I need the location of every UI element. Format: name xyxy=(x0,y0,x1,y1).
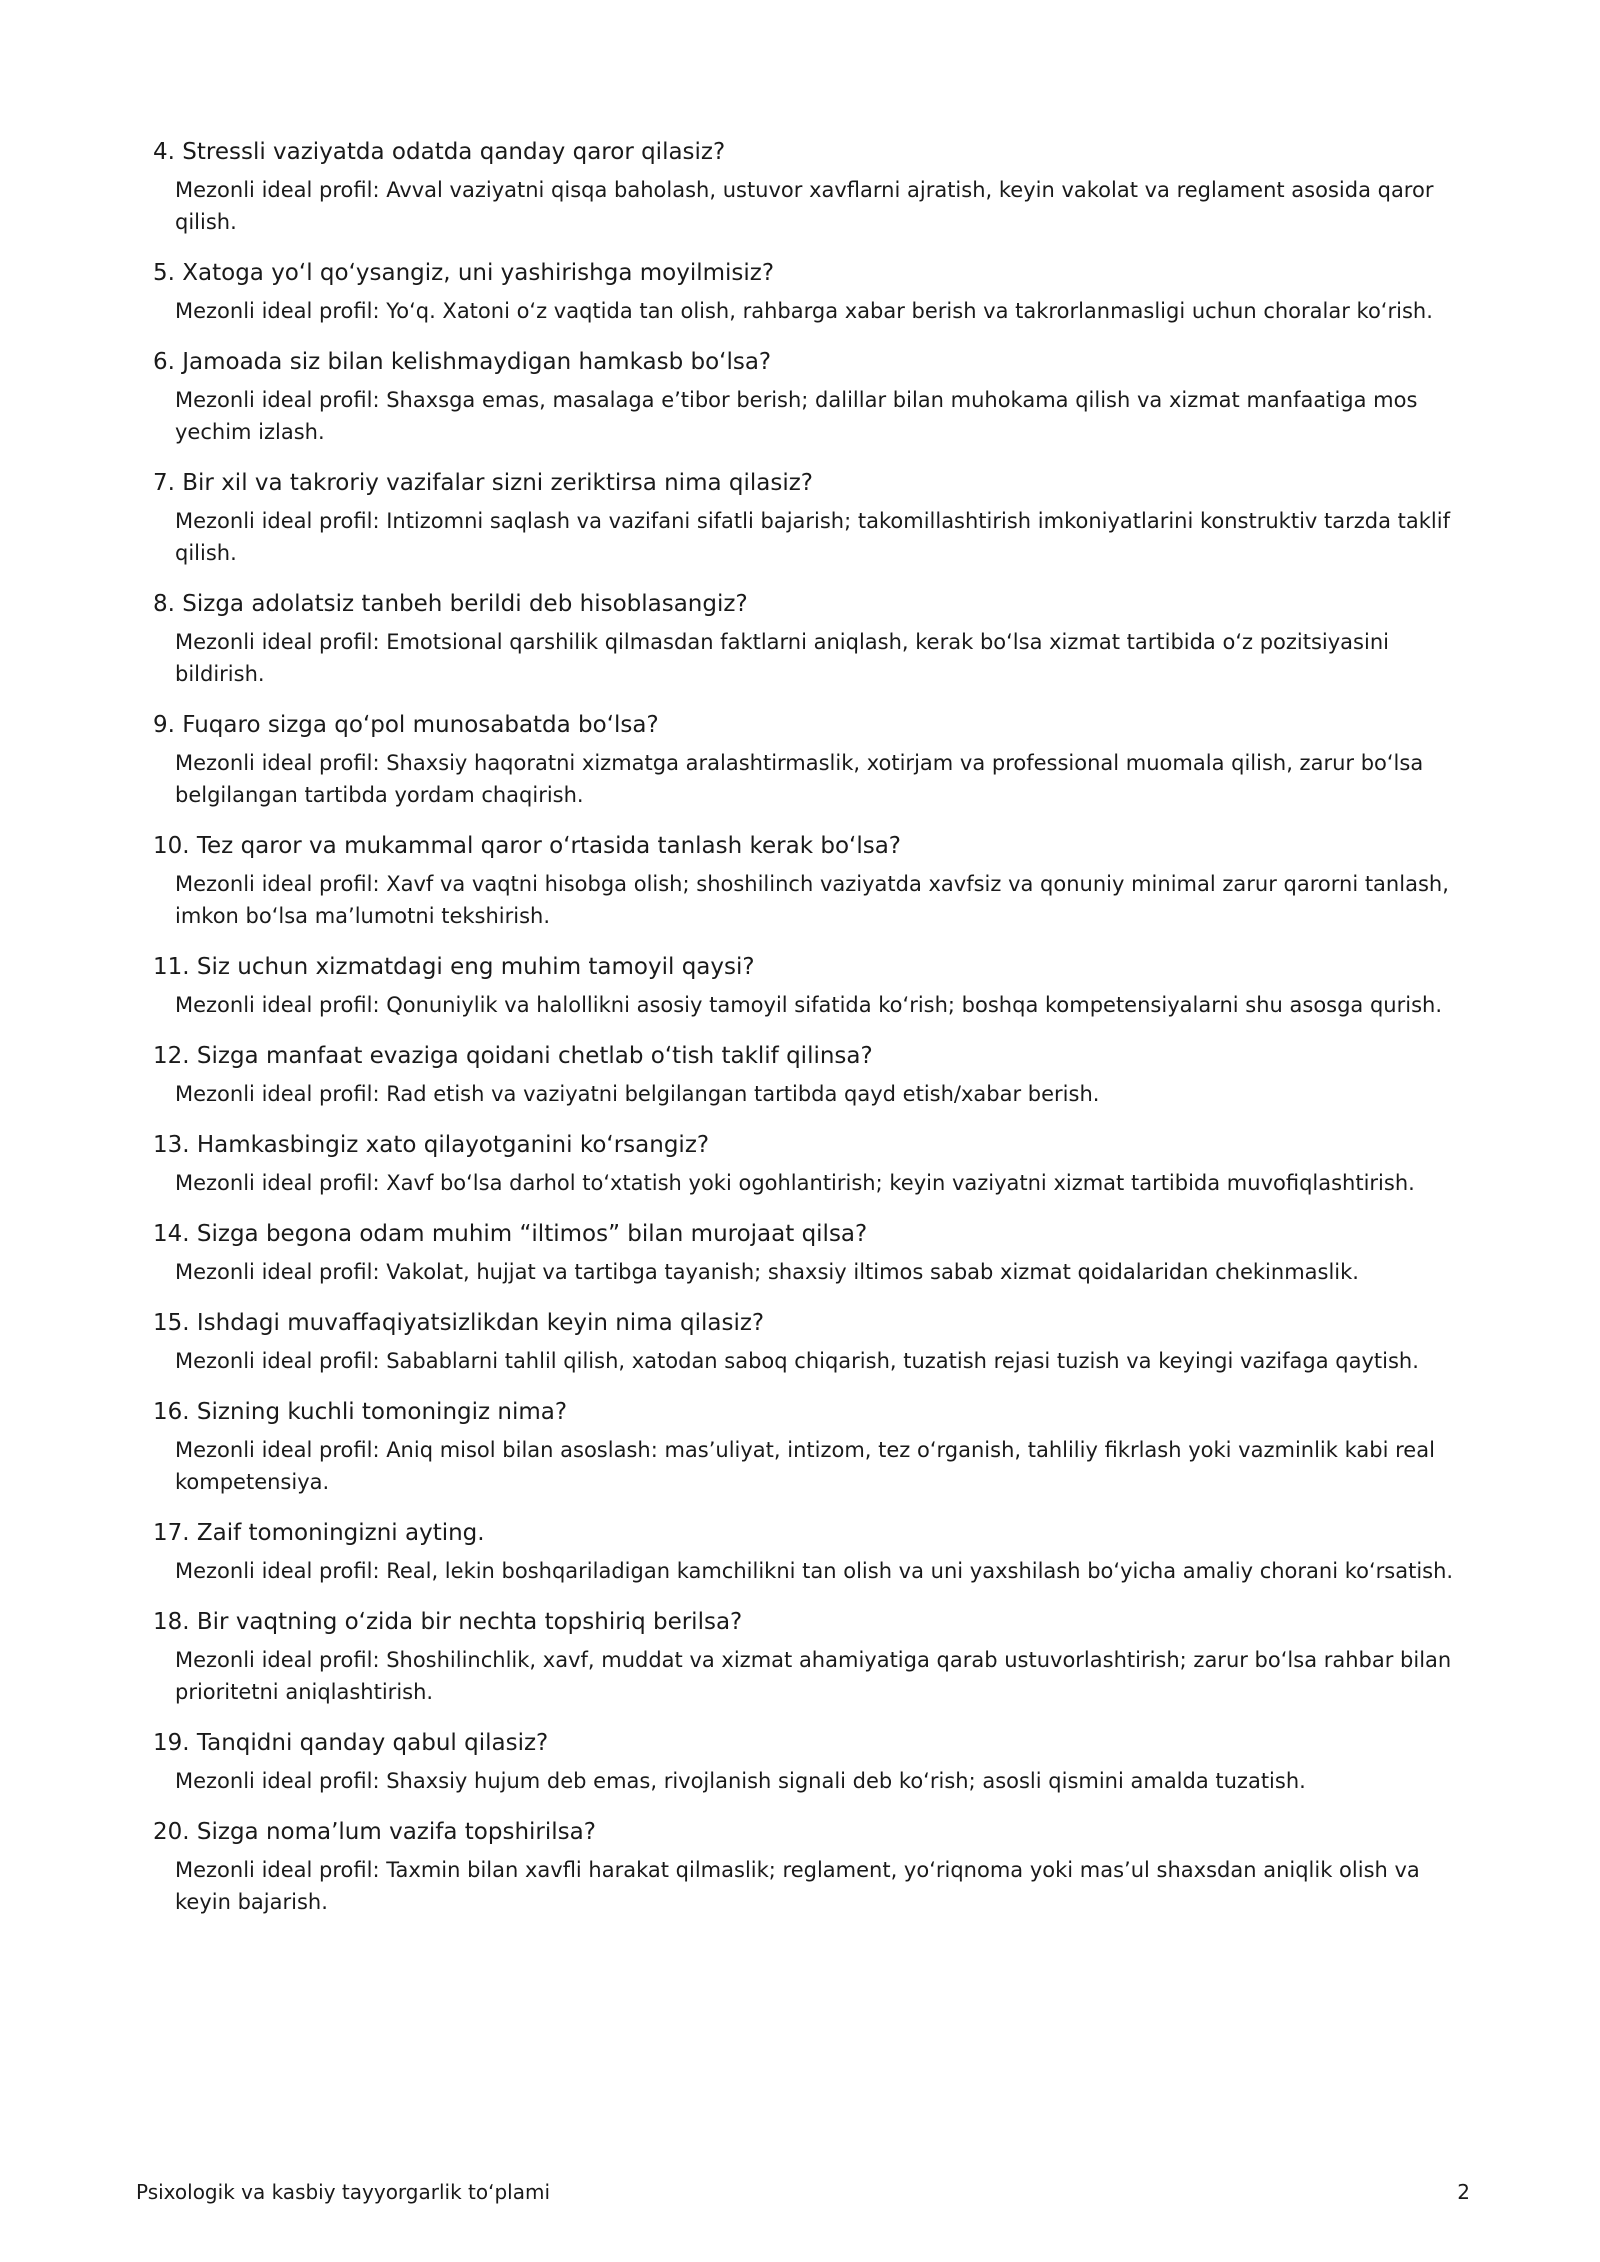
question-text: 12. Sizga manfaat evaziga qoidani chetlab oʻtish taklif qilinsa? xyxy=(153,1043,873,1069)
question-text: 20. Sizga nomaʼlum vazifa topshirilsa? xyxy=(153,1819,596,1845)
question-item xyxy=(153,588,1463,690)
question-list xyxy=(153,136,1463,1937)
question-item xyxy=(153,1727,1463,1797)
question-text: 8. Sizga adolatsiz tanbeh berildi deb hisoblasangiz? xyxy=(153,591,748,617)
question-item xyxy=(153,1816,1463,1918)
ideal-profile-answer: Mezonli ideal profil: Shaxsga emas, masalaga e’tibor berish; dalillar bilan muhokama qilish va xizmat manfaatiga mos yechim izlash. xyxy=(175,388,1418,444)
question-item xyxy=(153,830,1463,932)
ideal-profile-answer: Mezonli ideal profil: Emotsional qarshilik qilmasdan faktlarni aniqlash, kerak boʻlsa xizmat tartibida oʻz pozitsiyasini bildirish. xyxy=(175,630,1389,686)
ideal-profile-answer: Mezonli ideal profil: Avval vaziyatni qisqa baholash, ustuvor xavflarni ajratish, keyin vakolat va reglament asosida qaror qilish. xyxy=(175,178,1434,234)
question-text: 15. Ishdagi muvaffaqiyatsizlikdan keyin nima qilasiz? xyxy=(153,1310,765,1336)
question-item xyxy=(153,951,1463,1021)
question-item xyxy=(153,467,1463,569)
question-text: 18. Bir vaqtning oʻzida bir nechta topshiriq berilsa? xyxy=(153,1609,743,1635)
ideal-profile-answer: Mezonli ideal profil: Sabablarni tahlil qilish, xatodan saboq chiqarish, tuzatish rejasi tuzish va keyingi vazifaga qaytish. xyxy=(175,1349,1419,1373)
question-item xyxy=(153,257,1463,327)
ideal-profile-answer: Mezonli ideal profil: Shoshilinchlik, xavf, muddat va xizmat ahamiyatiga qarab ustuvorlashtirish; zarur boʻlsa rahbar bilan prioritetni aniqlashtirish. xyxy=(175,1648,1452,1704)
question-text: 5. Xatoga yoʻl qoʻysangiz, uni yashirishga moyilmisiz? xyxy=(153,260,775,286)
question-text: 17. Zaif tomoningizni ayting. xyxy=(153,1520,485,1546)
ideal-profile-answer: Mezonli ideal profil: Rad etish va vaziyatni belgilangan tartibda qayd etish/xabar berish. xyxy=(175,1082,1100,1106)
question-text: 10. Tez qaror va mukammal qaror oʻrtasida tanlash kerak boʻlsa? xyxy=(153,833,902,859)
question-text: 7. Bir xil va takroriy vazifalar sizni zeriktirsa nima qilasiz? xyxy=(153,470,814,496)
question-item xyxy=(153,1307,1463,1377)
question-text: 9. Fuqaro sizga qoʻpol munosabatda boʻlsa? xyxy=(153,712,659,738)
ideal-profile-answer: Mezonli ideal profil: Yoʻq. Xatoni oʻz vaqtida tan olish, rahbarga xabar berish va takrorlanmasligi uchun choralar koʻrish. xyxy=(175,299,1433,323)
page-number: 2 xyxy=(1457,2180,1470,2204)
question-item xyxy=(153,1040,1463,1110)
question-text: 14. Sizga begona odam muhim “iltimos” bilan murojaat qilsa? xyxy=(153,1221,868,1247)
question-text: 11. Siz uchun xizmatdagi eng muhim tamoyil qaysi? xyxy=(153,954,755,980)
question-text: 13. Hamkasbingiz xato qilayotganini koʻrsangiz? xyxy=(153,1132,710,1158)
question-text: 4. Stressli vaziyatda odatda qanday qaror qilasiz? xyxy=(153,139,726,165)
ideal-profile-answer: Mezonli ideal profil: Xavf boʻlsa darhol toʻxtatish yoki ogohlantirish; keyin vaziyatni xizmat tartibida muvofiqlashtirish. xyxy=(175,1171,1415,1195)
ideal-profile-answer: Mezonli ideal profil: Qonuniylik va halollikni asosiy tamoyil sifatida koʻrish; boshqa kompetensiyalarni shu asosga qurish. xyxy=(175,993,1443,1017)
question-text: 16. Sizning kuchli tomoningiz nima? xyxy=(153,1399,568,1425)
question-item xyxy=(153,346,1463,448)
ideal-profile-answer: Mezonli ideal profil: Xavf va vaqtni hisobga olish; shoshilinch vaziyatda xavfsiz va qonuniy minimal zarur qarorni tanlash, imkon boʻlsa ma’lumotni tekshirish. xyxy=(175,872,1449,928)
page-footer xyxy=(136,2178,1470,2206)
ideal-profile-answer: Mezonli ideal profil: Real, lekin boshqariladigan kamchilikni tan olish va uni yaxshilash boʻyicha amaliy chorani koʻrsatish. xyxy=(175,1559,1454,1583)
question-item xyxy=(153,136,1463,238)
footer-title: Psixologik va kasbiy tayyorgarlik toʻplami xyxy=(136,2180,551,2204)
ideal-profile-answer: Mezonli ideal profil: Shaxsiy haqoratni xizmatga aralashtirmaslik, xotirjam va professional muomala qilish, zarur boʻlsa belgilangan tartibda yordam chaqirish. xyxy=(175,751,1424,807)
question-item xyxy=(153,1218,1463,1288)
question-item xyxy=(153,1129,1463,1199)
ideal-profile-answer: Mezonli ideal profil: Intizomni saqlash va vazifani sifatli bajarish; takomillashtirish imkoniyatlarini konstruktiv tarzda taklif qilish. xyxy=(175,509,1450,565)
ideal-profile-answer: Mezonli ideal profil: Vakolat, hujjat va tartibga tayanish; shaxsiy iltimos sabab xizmat qoidalaridan chekinmaslik. xyxy=(175,1260,1359,1284)
question-text: 19. Tanqidni qanday qabul qilasiz? xyxy=(153,1730,549,1756)
ideal-profile-answer: Mezonli ideal profil: Taxmin bilan xavfli harakat qilmaslik; reglament, yoʻriqnoma yoki mas’ul shaxsdan aniqlik olish va keyin bajarish. xyxy=(175,1858,1420,1914)
ideal-profile-answer: Mezonli ideal profil: Shaxsiy hujum deb emas, rivojlanish signali deb koʻrish; asosli qismini amalda tuzatish. xyxy=(175,1769,1306,1793)
question-item xyxy=(153,1517,1463,1587)
question-item xyxy=(153,1396,1463,1498)
question-item xyxy=(153,1606,1463,1708)
ideal-profile-answer: Mezonli ideal profil: Aniq misol bilan asoslash: mas’uliyat, intizom, tez oʻrganish, tahliliy fikrlash yoki vazminlik kabi real kompetensiya. xyxy=(175,1438,1435,1494)
question-text: 6. Jamoada siz bilan kelishmaydigan hamkasb boʻlsa? xyxy=(153,349,772,375)
question-item xyxy=(153,709,1463,811)
